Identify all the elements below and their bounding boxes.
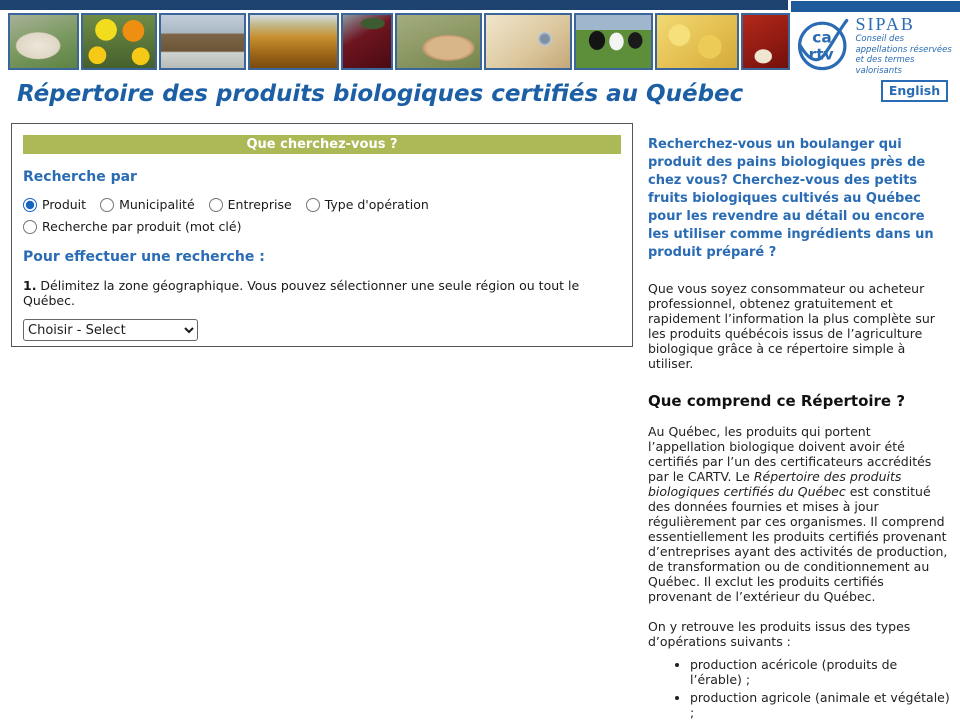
photo-ducklings xyxy=(655,13,739,70)
search-by-radio-group xyxy=(23,197,621,212)
radio-keyword-label: Recherche par produit (mot clé) xyxy=(42,219,242,234)
sipab-tagline: Conseil des appellations réservées et des termes valorisants xyxy=(855,34,952,76)
paragraph-free-info: Que vous soyez consommateur ou acheteur professionnel, obtenez gratuitement et rapidement l’information la plus complète sur les produits québécois issus de l’agriculture biologique grâce à ce répertoire simple à utiliser. xyxy=(648,281,935,371)
radio-entreprise-label: Entreprise xyxy=(227,197,292,212)
photo-honeycomb-frame xyxy=(248,13,339,70)
paragraph-operation-types: On y retrouve les produits issus des types d’opérations suivants : xyxy=(648,619,911,649)
photo-cranberries-bowl xyxy=(341,13,393,70)
radio-entreprise[interactable] xyxy=(209,198,223,212)
cartv-logo-icon xyxy=(795,16,849,74)
search-panel xyxy=(11,123,633,347)
step-1 xyxy=(23,278,621,308)
radio-produit-label: Produit xyxy=(42,197,87,212)
photo-grain-in-hands xyxy=(395,13,482,70)
sipab-text-block xyxy=(855,14,957,76)
radio-produit[interactable] xyxy=(23,198,37,212)
photo-holstein-cows xyxy=(574,13,653,70)
radio-option-produit[interactable] xyxy=(23,197,86,212)
radio-type-operation[interactable] xyxy=(306,198,320,212)
top-navy-bar-right xyxy=(791,1,960,12)
svg-text:ca: ca xyxy=(812,28,832,47)
step-1-text: Délimitez la zone géographique. Vous pouvez sélectionner une seule région ou tout le Québec. xyxy=(23,278,580,308)
radio-keyword[interactable] xyxy=(23,220,37,234)
radio-municipalite-label: Municipalité xyxy=(119,197,195,212)
section-heading-repertoire: Que comprend ce Répertoire ? xyxy=(648,392,906,410)
intro-content-column xyxy=(648,130,950,723)
top-navy-bar-left xyxy=(0,0,788,10)
repertoire-title-italic: Répertoire des produits biologiques certifiés du Québec xyxy=(648,469,902,499)
radio-municipalite[interactable] xyxy=(100,198,114,212)
search-panel-header: Que cherchez-vous ? xyxy=(23,135,621,154)
page-title: Répertoire des produits biologiques certifiés au Québec xyxy=(17,81,744,107)
photo-sunflower-drinks xyxy=(81,13,157,70)
radio-option-municipalite[interactable] xyxy=(100,197,195,212)
list-item: • production acéricole (produits de l’érable) ; xyxy=(690,657,950,687)
photo-cheeses xyxy=(484,13,572,70)
search-by-label: Recherche par xyxy=(23,169,137,185)
instructions-title: Pour effectuer une recherche : xyxy=(23,249,265,265)
list-item: • production agricole (animale et végétale) ; xyxy=(690,690,950,720)
step-1-number: 1. xyxy=(23,278,37,293)
photo-red-berries-garlic xyxy=(741,13,790,70)
sipab-name: SIPAB xyxy=(855,14,915,34)
photo-sugar-shack xyxy=(159,13,246,70)
operation-types-list xyxy=(648,657,950,720)
region-select[interactable] xyxy=(23,319,198,341)
radio-type-operation-label: Type d'opération xyxy=(324,197,429,212)
radio-option-type-operation[interactable] xyxy=(306,197,429,212)
paragraph-repertoire: Au Québec, les produits qui portent l’appellation biologique doivent avoir été certifiés par l’un des certificateurs accrédités par le CARTV. Le Répertoire des produits biologiques certifiés du Québec est constitué des données fournies et mises à jour régulièrement par ces organismes. Il comprend essentiellement les produits certifiés provenant d’entreprises ayant des activités de production, de transformation ou de conditionnement au Québec. Il exclut les produits certifiés provenant de l’extérieur du Québec. xyxy=(648,424,948,604)
search-by-radio-group-row2 xyxy=(23,219,621,234)
language-english-button[interactable]: English xyxy=(881,80,948,102)
intro-question-text: Recherchez-vous un boulanger qui produit des pains biologiques près de chez vous? Cherchez-vous des petits fruits biologiques cultivés au Québec pour les revendre au détail ou encore les utiliser comme ingrédients dans un produit préparé ? xyxy=(648,137,934,260)
photo-lamb xyxy=(8,13,79,70)
radio-option-entreprise[interactable] xyxy=(209,197,292,212)
radio-option-keyword[interactable] xyxy=(23,219,241,234)
cartv-sipab-logo[interactable] xyxy=(795,14,957,76)
photo-banner xyxy=(8,13,788,70)
svg-text:rtv: rtv xyxy=(808,45,834,64)
